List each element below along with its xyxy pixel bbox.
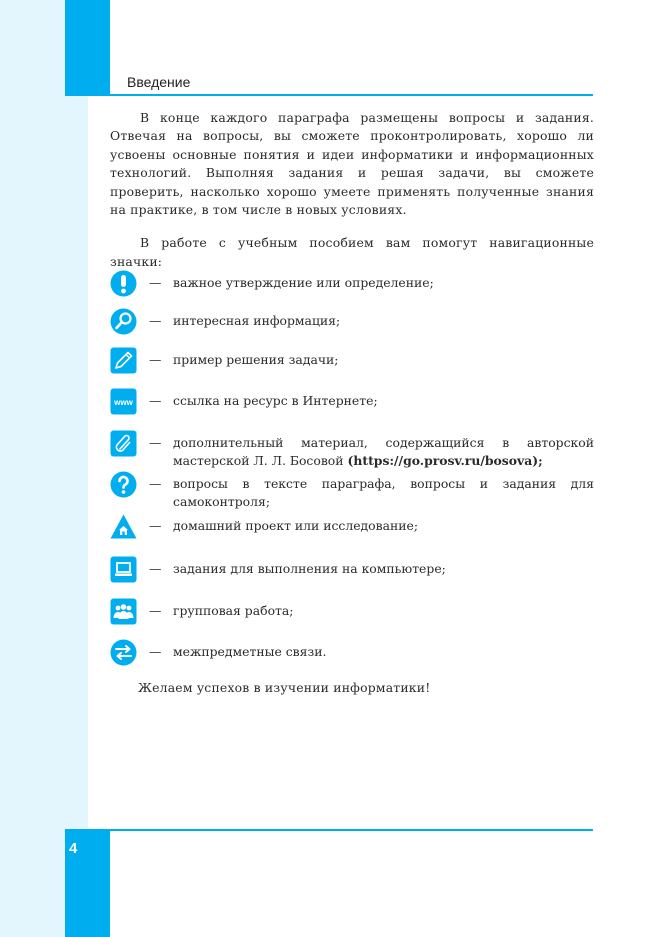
legend-item [110,430,594,471]
www-icon [110,388,137,415]
header-accent-bar [65,0,110,96]
legend-item [110,556,594,583]
dash: — [149,518,162,533]
legend-item [110,347,594,374]
dash: — [149,352,162,367]
legend-item [110,270,594,297]
exclamation-icon [110,270,137,297]
paperclip-icon [110,430,137,457]
bosova-link[interactable]: (https://go.prosv.ru/bosova); [347,453,543,469]
running-title: Введение [127,74,191,90]
legend-text: интересная информация; [173,313,341,328]
header-area [110,0,650,96]
legend-item [110,598,594,625]
legend-text: групповая работа; [173,603,294,618]
paragraph: В работе с учебным пособием вам помогут навигационные значки: [110,235,594,269]
legend-text [173,430,594,471]
paragraph: В конце каждого параграфа размещены вопросы и задания. Отвечая на вопросы, вы сможете проконтролировать, хорошо ли усвоены основные понятия и идеи информатики и информационных технологий. Выполняя задания и решая задачи, вы сможете проверить, насколько хорошо умеете применять полученные знания на практике, в том числе в новых условиях. [110,110,594,218]
dash: — [149,275,162,290]
footer-rule [65,829,593,831]
header-rule [65,94,593,96]
legend-text: межпредметные связи. [173,644,327,659]
legend-text: задания для выполнения на компьютере; [173,561,446,576]
legend-text-main: дополнительный материал, содержащийся в авторской мастерской Л. Л. Босовой [173,435,594,469]
legend-item [110,471,594,512]
group-icon [110,598,137,625]
dash: — [149,476,162,491]
home-icon [110,513,137,540]
body-text [110,109,594,271]
dash: — [149,561,162,576]
svg-text:www: www [114,398,133,407]
closing-line: Желаем успехов в изучении информатики! [138,680,431,695]
computer-icon [110,556,137,583]
legend-text: важное утверждение или определение; [173,275,434,290]
legend-text: ссылка на ресурс в Интернете; [173,393,378,408]
dash: — [149,435,162,450]
legend-item [110,308,594,335]
legend-item [110,388,594,415]
question-icon [110,471,137,498]
legend-text: домашний проект или исследование; [173,518,419,533]
dash: — [149,644,162,659]
legend-text: вопросы в тексте параграфа, вопросы и задания для самоконтроля; [173,476,594,510]
page-margin-tint [0,0,88,937]
dash: — [149,313,162,328]
page-number: 4 [69,840,78,857]
legend-text: пример решения задачи; [173,352,339,367]
pencil-icon [110,347,137,374]
legend-item [110,513,594,540]
dash: — [149,393,162,408]
magnifier-icon [110,308,137,335]
dash: — [149,603,162,618]
legend-item [110,639,594,666]
arrows-exchange-icon [110,639,137,666]
